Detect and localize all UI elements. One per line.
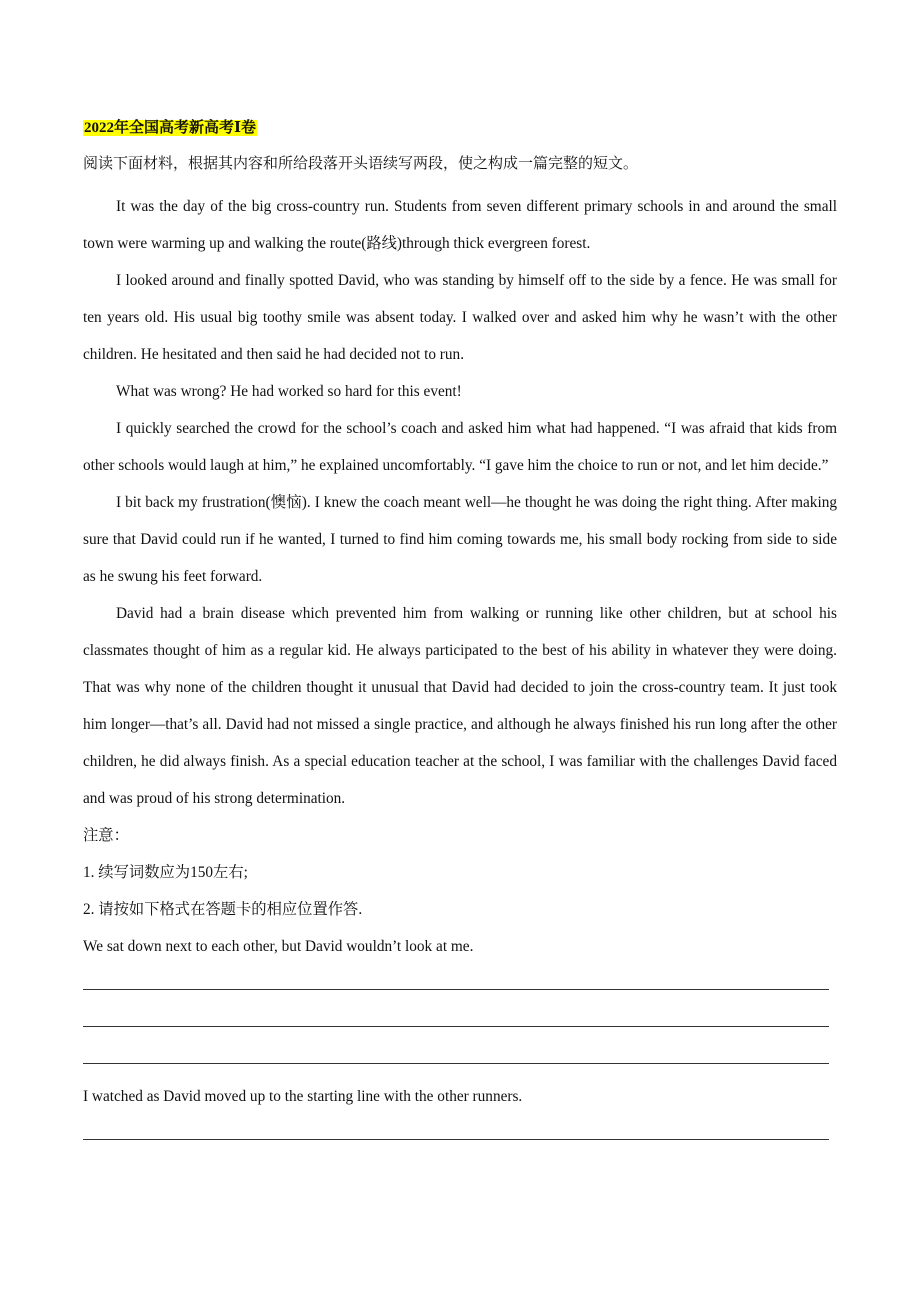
passage-paragraph: I quickly searched the crowd for the school’s coach and asked him what had happened. “I was afraid that kids from other schools would laugh at him,” he explained uncomfortably. “I gave him the choice to run or not, and let him decide.” bbox=[83, 420, 837, 474]
passage-paragraph: It was the day of the big cross-country run. Students from seven different primary schools in and around the small town were warming up and walking the route(路线)through thick evergreen forest. bbox=[83, 198, 837, 252]
exam-title: 2022年全国高考新高考Ⅰ卷 bbox=[84, 120, 257, 136]
answer-line[interactable] bbox=[83, 1115, 829, 1140]
exam-page bbox=[83, 116, 837, 1140]
passage-paragraph: I bit back my frustration(懊恼). I knew the coach meant well—he thought he was doing the right thing. After making sure that David could run if he wanted, I turned to find him coming towards me, his small body rocking from side to side as he swung his feet forward. bbox=[83, 494, 837, 585]
task-instruction: 阅读下面材料，根据其内容和所给段落开头语续写两段，使之构成一篇完整的短文。 bbox=[83, 156, 639, 172]
title-line bbox=[83, 116, 837, 140]
note-item: 2. 请按如下格式在答题卡的相应位置作答. bbox=[83, 901, 363, 918]
notes-heading: 注意： bbox=[83, 827, 129, 844]
paragraph-2-opening: I watched as David moved up to the starting line with the other runners. bbox=[83, 1088, 523, 1105]
answer-line[interactable] bbox=[83, 965, 829, 990]
passage-paragraph: What was wrong? He had worked so hard for this event! bbox=[116, 383, 462, 400]
spacer bbox=[83, 1064, 837, 1078]
answer-line[interactable] bbox=[83, 1027, 829, 1064]
answer-line[interactable] bbox=[83, 990, 829, 1027]
passage-paragraph: David had a brain disease which prevented him from walking or running like other children, but at school his classmates thought of him as a regular kid. He always participated to the best of his ability in whatever they were doing. That was why none of the children thought it unusual that David had decided to join the cross-country team. It just took him longer—that’s all. David had not missed a single practice, and although he always finished his run long after the other children, he did always finish. As a special education teacher at the school, I was familiar with the challenges David faced and was proud of his strong determination. bbox=[83, 605, 837, 807]
passage-paragraph: I looked around and finally spotted David, who was standing by himself off to the side by a fence. He was small for ten years old. His usual big toothy smile was absent today. I walked over and asked him why he wasn’t with the other children. He hesitated and then said he had decided not to run. bbox=[83, 272, 837, 363]
paragraph-1-opening: We sat down next to each other, but David wouldn’t look at me. bbox=[83, 938, 474, 955]
note-item: 1. 续写词数应为150左右; bbox=[83, 864, 248, 881]
